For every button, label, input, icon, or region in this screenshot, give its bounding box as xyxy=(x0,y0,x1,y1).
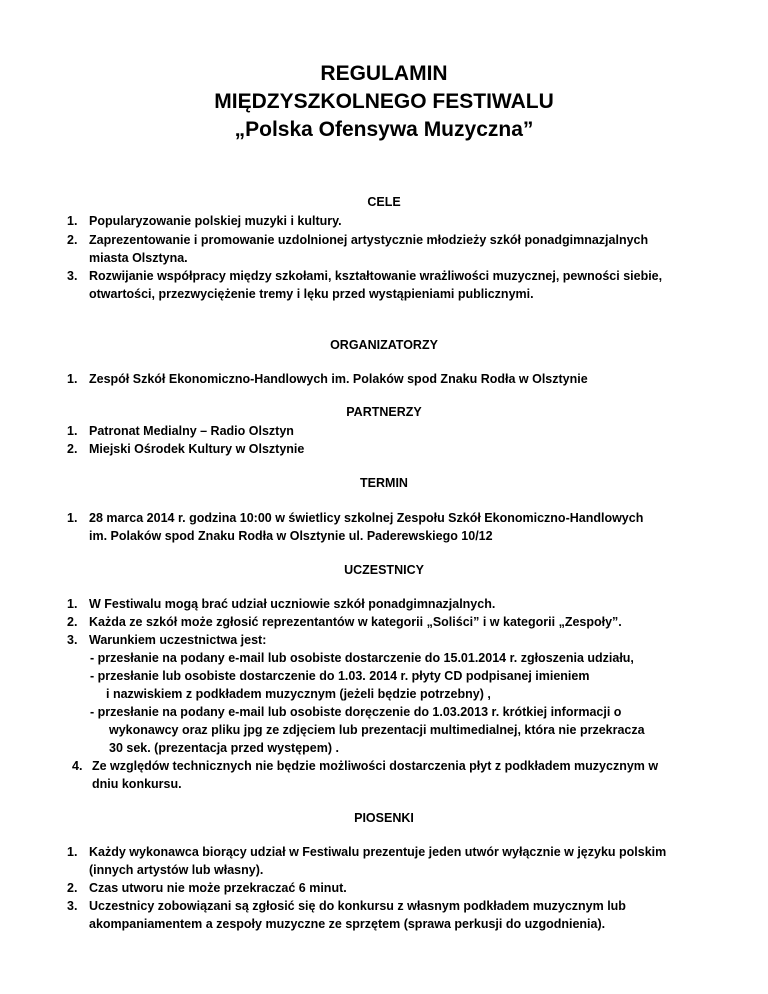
uczestnicy-item-2-number: 2. xyxy=(67,615,78,629)
uczestnicy-item-3-number: 3. xyxy=(67,633,78,647)
uczestnicy-item-4-number: 4. xyxy=(72,759,83,773)
partnerzy-item-1-number: 1. xyxy=(67,424,78,438)
piosenki-item-3-number: 3. xyxy=(67,899,78,913)
piosenki-item-3-text-cont: akompaniamentem a zespoły muzyczne ze sprzętem (sprawa perkusji do uzgodnienia). xyxy=(89,917,606,931)
organizatorzy-item-1-text: Zespół Szkół Ekonomiczno-Handlowych im. Polaków spod Znaku Rodła w Olsztynie xyxy=(89,372,588,386)
section-heading-piosenki: PIOSENKI xyxy=(354,811,414,825)
uczestnicy-item-4-text-cont: dniu konkursu. xyxy=(92,777,182,791)
uczestnicy-condition-3-cont: wykonawcy oraz pliku jpg ze zdjęciem lub prezentacji multimedialnej, która nie przekracza xyxy=(109,723,645,737)
cele-item-3-text: Rozwijanie współpracy między szkołami, kształtowanie wrażliwości muzycznej, pewności siebie, xyxy=(89,269,663,283)
title-line-3: „Polska Ofensywa Muzyczna” xyxy=(234,118,534,141)
piosenki-item-1-text-cont: (innych artystów lub własny). xyxy=(89,863,264,877)
section-heading-cele: CELE xyxy=(367,195,401,209)
cele-item-3-number: 3. xyxy=(67,269,78,283)
partnerzy-item-1-text: Patronat Medialny – Radio Olsztyn xyxy=(89,424,294,438)
uczestnicy-item-4-text: Ze względów technicznych nie będzie możliwości dostarczenia płyt z podkładem muzycznym w xyxy=(92,759,659,773)
piosenki-item-2-number: 2. xyxy=(67,881,78,895)
uczestnicy-condition-3-cont2: 30 sek. (prezentacja przed występem) . xyxy=(109,741,339,755)
piosenki-item-1-number: 1. xyxy=(67,845,78,859)
uczestnicy-condition-3: - przesłanie na podany e-mail lub osobiste doręczenie do 1.03.2013 r. krótkiej informacji o xyxy=(90,705,622,719)
termin-item-1-number: 1. xyxy=(67,511,78,525)
termin-item-1-text: 28 marca 2014 r. godzina 10:00 w świetlicy szkolnej Zespołu Szkół Ekonomiczno-Handlowych xyxy=(89,511,644,525)
uczestnicy-item-1-number: 1. xyxy=(67,597,78,611)
piosenki-item-2-text: Czas utworu nie może przekraczać 6 minut. xyxy=(89,881,347,895)
termin-item-1-text-cont: im. Polaków spod Znaku Rodła w Olsztynie ul. Paderewskiego 10/12 xyxy=(89,529,493,543)
cele-item-1-number: 1. xyxy=(67,214,78,228)
cele-item-1-text: Popularyzowanie polskiej muzyki i kultury. xyxy=(89,214,342,228)
piosenki-item-1-text: Każdy wykonawca biorący udział w Festiwalu prezentuje jeden utwór wyłącznie w języku polskim xyxy=(89,845,667,859)
cele-item-2-text-cont: miasta Olsztyna. xyxy=(89,251,188,265)
partnerzy-item-2-text: Miejski Ośrodek Kultury w Olsztynie xyxy=(89,442,305,456)
cele-item-3-text-cont: otwartości, przezwyciężenie tremy i lęku przed wystąpieniami publicznymi. xyxy=(89,287,534,301)
uczestnicy-item-3-text: Warunkiem uczestnictwa jest: xyxy=(89,633,267,647)
document-title xyxy=(0,60,768,144)
cele-item-2-number: 2. xyxy=(67,233,78,247)
section-heading-partnerzy: PARTNERZY xyxy=(346,405,422,419)
uczestnicy-item-2-text: Każda ze szkół może zgłosić reprezentantów w kategorii „Soliści” i w kategorii „Zespoły”. xyxy=(89,615,622,629)
section-heading-organizatorzy: ORGANIZATORZY xyxy=(330,338,438,352)
partnerzy-item-2-number: 2. xyxy=(67,442,78,456)
piosenki-item-3-text: Uczestnicy zobowiązani są zgłosić się do konkursu z własnym podkładem muzycznym lub xyxy=(89,899,626,913)
cele-item-2-text: Zaprezentowanie i promowanie uzdolnionej artystycznie młodzieży szkół ponadgimnazjalnych xyxy=(89,233,649,247)
uczestnicy-condition-2: - przesłanie lub osobiste dostarczenie do 1.03. 2014 r. płyty CD podpisanej imieniem xyxy=(90,669,590,683)
section-heading-uczestnicy: UCZESTNICY xyxy=(344,563,424,577)
uczestnicy-item-1-text: W Festiwalu mogą brać udział uczniowie szkół ponadgimnazjalnych. xyxy=(89,597,496,611)
title-line-1: REGULAMIN xyxy=(320,62,448,85)
title-line-2: MIĘDZYSZKOLNEGO FESTIWALU xyxy=(214,90,554,113)
organizatorzy-item-1-number: 1. xyxy=(67,372,78,386)
section-heading-termin: TERMIN xyxy=(360,476,408,490)
uczestnicy-condition-2-cont: i nazwiskiem z podkładem muzycznym (jeżeli będzie potrzebny) , xyxy=(106,687,491,701)
uczestnicy-condition-1: - przesłanie na podany e-mail lub osobiste dostarczenie do 15.01.2014 r. zgłoszenia udziału, xyxy=(90,651,634,665)
